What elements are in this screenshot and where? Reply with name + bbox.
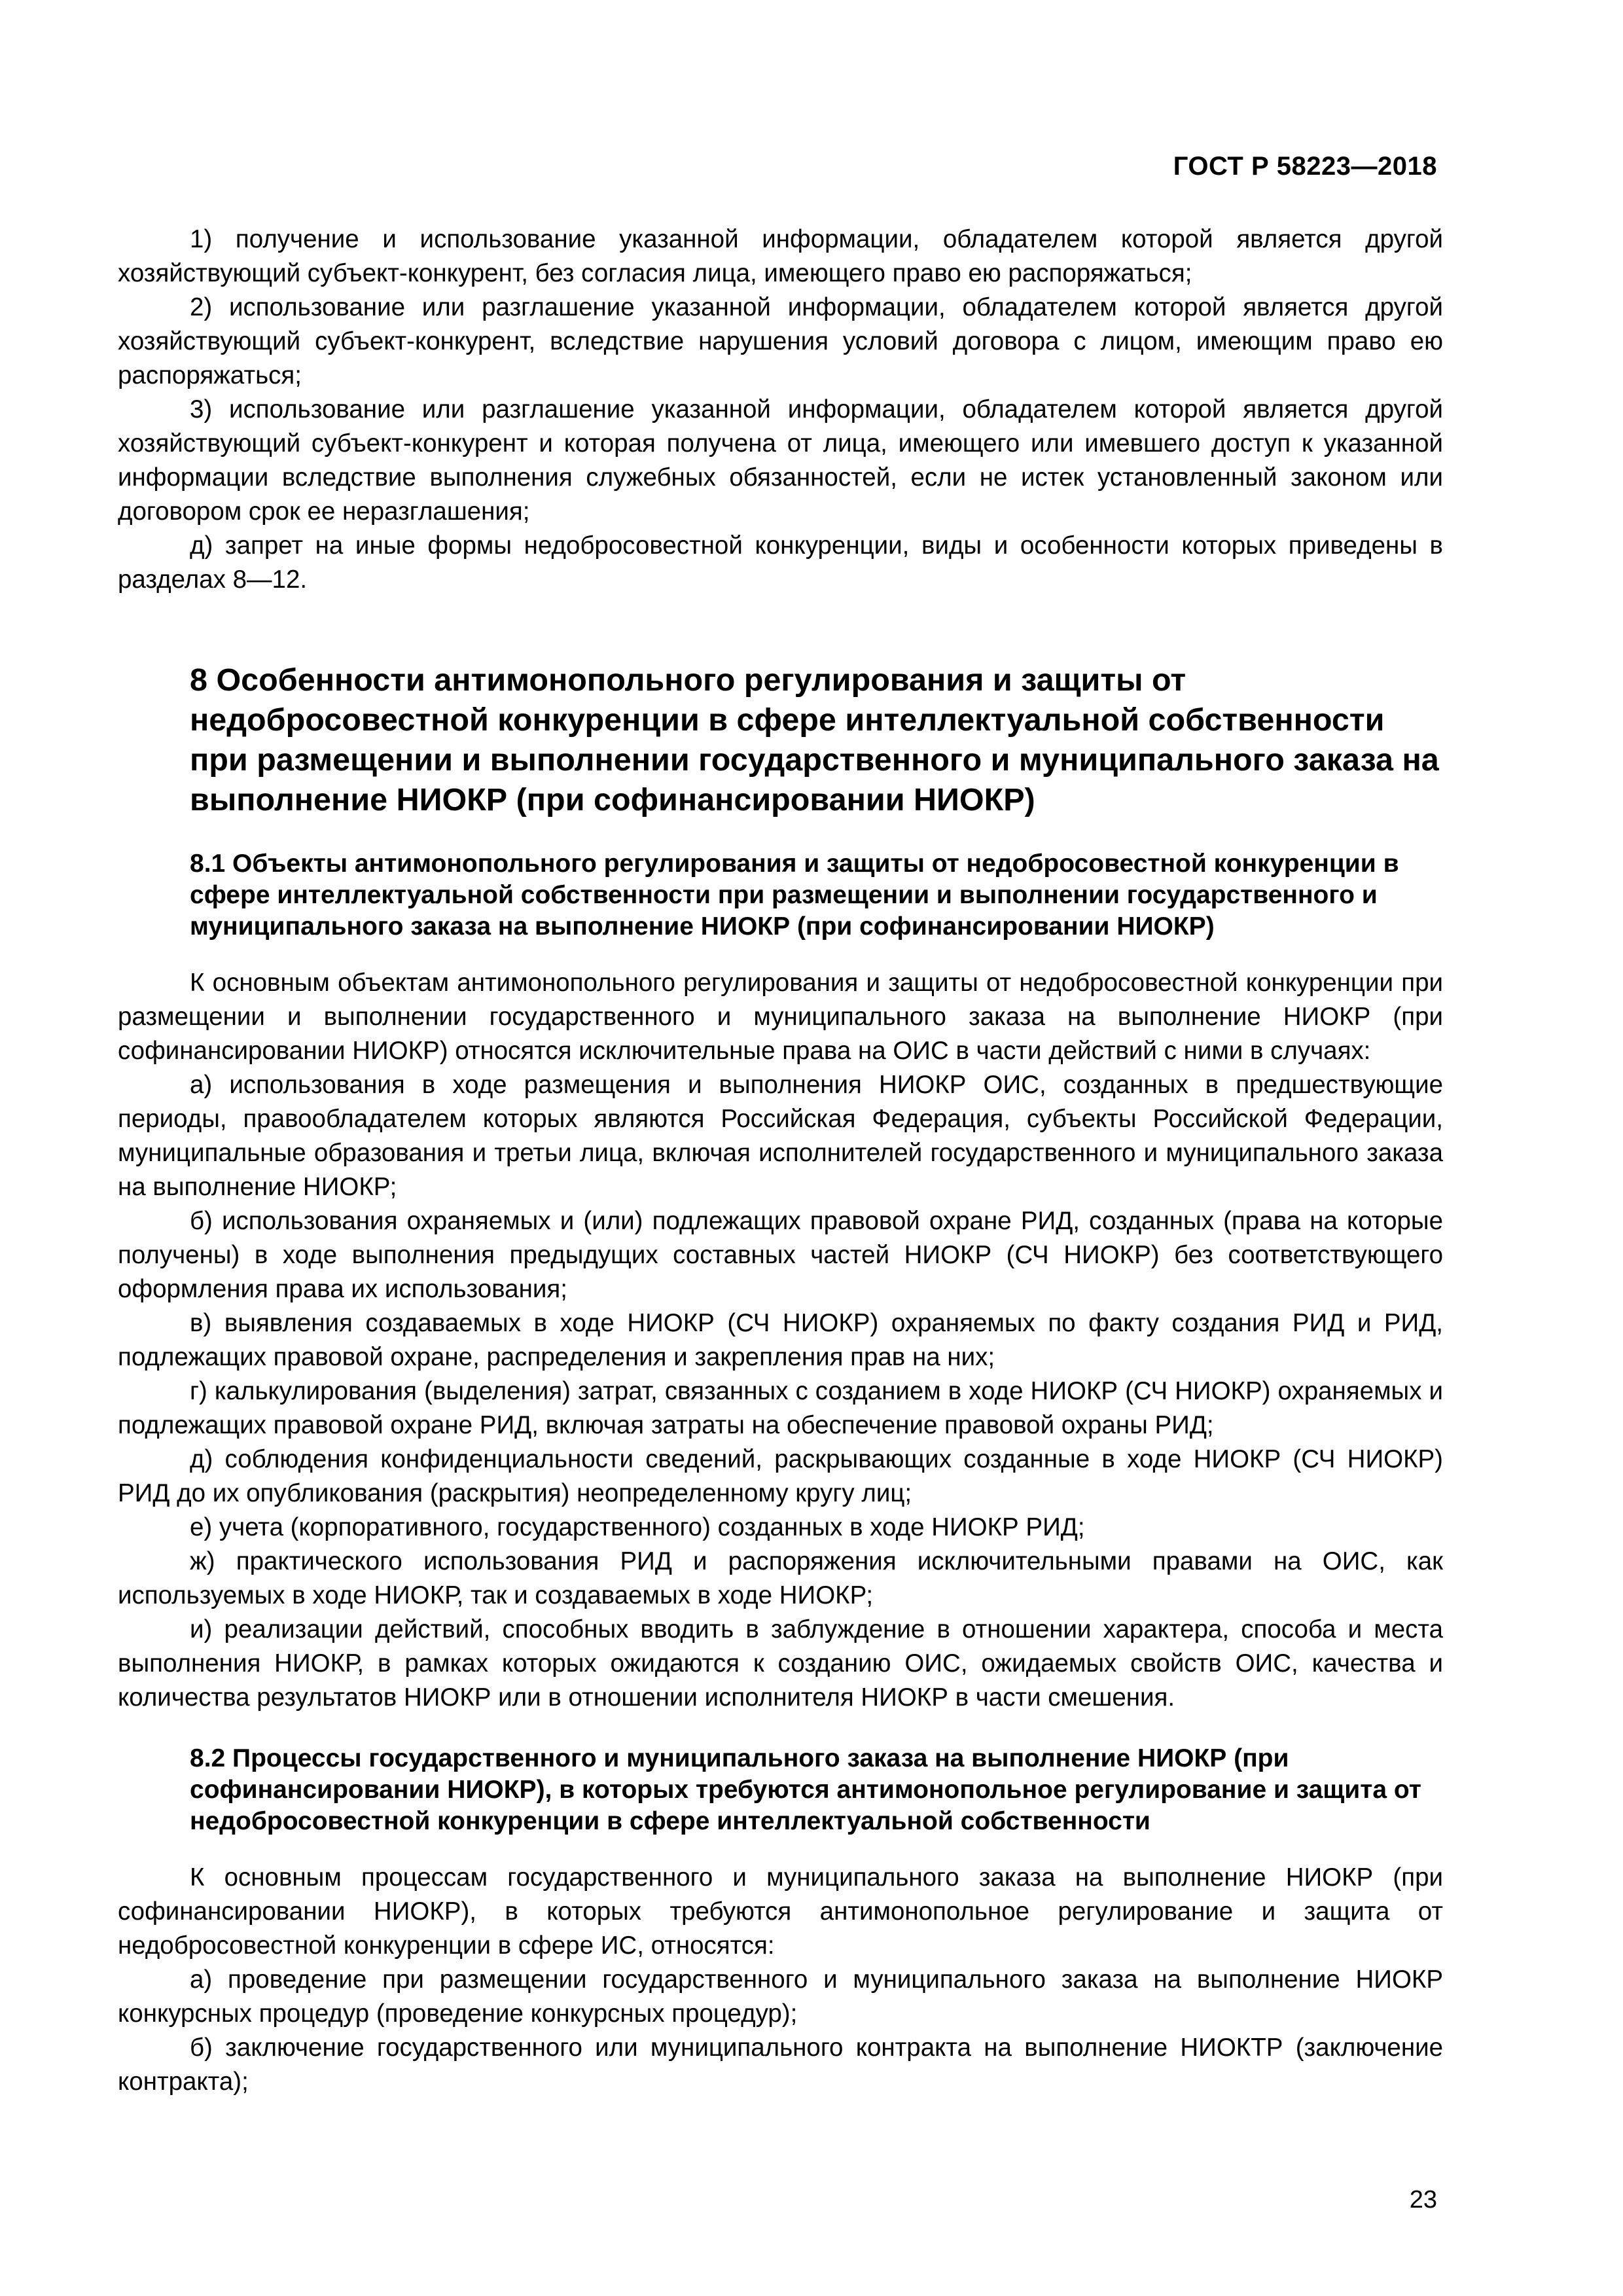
subsection-8-1-intro: К основным объектам антимонопольного регулирования и защиты от недобросовестной конкуренции при размещении и выполнении государственного и муниципального заказа на выполнение НИОКР (при софинансировании НИОКР) относятся исключительные права на ОИС в части действий с ними в случаях: bbox=[118, 969, 1443, 1065]
list-item: 2) использование или разглашение указанной информации, обладателем которой является другой хозяйствующий субъект-конкурент, вследствие нарушения условий договора с лицом, имеющим право ею распоряжаться; bbox=[118, 293, 1443, 389]
list-item: д) соблюдения конфиденциальности сведений, раскрывающих созданные в ходе НИОКР (СЧ НИОКР) РИД до их опубликования (раскрытия) неопределенному кругу лиц; bbox=[118, 1445, 1443, 1507]
list-item: 3) использование или разглашение указанной информации, обладателем которой является другой хозяйствующий субъект-конкурент и которая получена от лица, имеющего или имевшего доступ к указанной информации вследствие выполнения служебных обязанностей, если не истек установленный законом или договором срок ее неразглашения; bbox=[118, 395, 1443, 526]
subsection-8-2-heading: 8.2 Процессы государственного и муниципального заказа на выполнение НИОКР (при софинансировании НИОКР), в которых требуются антимонопольное регулирование и защита от недобросовестной конкуренции в сфере интеллектуальной собственности bbox=[190, 1744, 1421, 1835]
list-item: б) заключение государственного или муниципального контракта на выполнение НИОКТР (заключение контракта); bbox=[118, 2034, 1443, 2096]
list-item: г) калькулирования (выделения) затрат, связанных с созданием в ходе НИОКР (СЧ НИОКР) охраняемых и подлежащих правовой охране РИД, включая затраты на обеспечение правовой охраны РИД; bbox=[118, 1377, 1443, 1439]
list-item: в) выявления создаваемых в ходе НИОКР (СЧ НИОКР) охраняемых по факту создания РИД и РИД, подлежащих правовой охране, распределения и закрепления прав на них; bbox=[118, 1309, 1443, 1371]
list-item: а) проведение при размещении государственного и муниципального заказа на выполнение НИОКР конкурсных процедур (проведение конкурсных процедур); bbox=[118, 1965, 1443, 2028]
subsection-8-1-heading: 8.1 Объекты антимонопольного регулирования и защиты от недобросовестной конкуренции в сфере интеллектуальной собственности при размещении и выполнении государственного и муниципального заказа на выполнение НИОКР (при софинансировании НИОКР) bbox=[190, 850, 1399, 941]
list-item: а) использования в ходе размещения и выполнения НИОКР ОИС, созданных в предшествующие периоды, правообладателем которых являются Российская Федерация, субъекты Российской Федерации, муниципальные образования и третьи лица, включая исполнителей государственного и муниципального заказа на выполнение НИОКР; bbox=[118, 1071, 1443, 1201]
page-content bbox=[118, 223, 1443, 2099]
list-item: и) реализации действий, способных вводить в заблуждение в отношении характера, способа и места выполнения НИОКР, в рамках которых ожидаются к созданию ОИС, ожидаемых свойств ОИС, качества и количества результатов НИОКР или в отношении исполнителя НИОКР в части смешения. bbox=[118, 1615, 1443, 1712]
section-8-heading: 8 Особенности антимонопольного регулирования и защиты от недобросовестной конкуренции в сфере интеллектуальной собственности при размещении и выполнении государственного и муниципального заказа на выполнение НИОКР (при софинансировании НИОКР) bbox=[190, 662, 1439, 817]
list-item: д) запрет на иные формы недобросовестной конкуренции, виды и особенности которых приведены в разделах 8—12. bbox=[118, 531, 1443, 594]
list-item: е) учета (корпоративного, государственного) созданных в ходе НИОКР РИД; bbox=[190, 1513, 1085, 1541]
list-item: б) использования охраняемых и (или) подлежащих правовой охране РИД, созданных (права на которые получены) в ходе выполнения предыдущих составных частей НИОКР (СЧ НИОКР) без соответствующего оформления права их использования; bbox=[118, 1207, 1443, 1303]
standard-designation: ГОСТ Р 58223—2018 bbox=[1173, 152, 1437, 181]
page-number: 23 bbox=[1409, 2186, 1437, 2214]
subsection-8-2-intro: К основным процессам государственного и муниципального заказа на выполнение НИОКР (при софинансировании НИОКР), в которых требуются антимонопольное регулирование и защита от недобросовестной конкуренции в сфере ИС, относятся: bbox=[118, 1863, 1443, 1960]
list-item: 1) получение и использование указанной информации, обладателем которой является другой хозяйствующий субъект-конкурент, без согласия лица, имеющего право ею распоряжаться; bbox=[118, 225, 1443, 287]
list-item: ж) практического использования РИД и распоряжения исключительными правами на ОИС, как используемых в ходе НИОКР, так и создаваемых в ходе НИОКР; bbox=[118, 1547, 1443, 1609]
